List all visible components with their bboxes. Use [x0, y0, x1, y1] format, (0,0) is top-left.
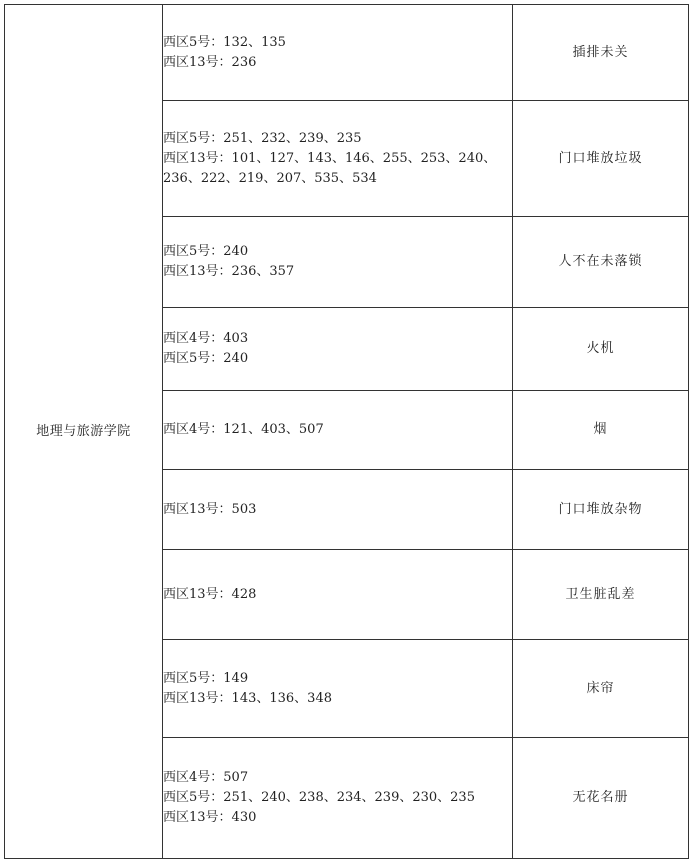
issue-cell: 卫生脏乱差: [513, 550, 689, 640]
room-line: 西区13号：236、357: [163, 264, 295, 279]
room-line: 西区13号：428: [163, 586, 257, 602]
room-line: 西区13号：503: [163, 501, 257, 517]
room-line: 西区5号：240: [163, 351, 249, 366]
rooms-cell: [163, 217, 513, 308]
room-line: 西区4号：121、403、507: [163, 422, 324, 437]
rooms-cell: [163, 101, 513, 217]
room-line: 西区5号：240: [163, 244, 249, 259]
rooms-cell: [163, 308, 513, 391]
room-line: 西区4号：507: [163, 770, 249, 785]
issue-cell: 烟: [513, 391, 689, 470]
rooms-cell: [163, 550, 513, 640]
rooms-cell: [163, 738, 513, 859]
room-line: 西区5号：132、135: [163, 34, 286, 50]
issue-cell: 人不在未落锁: [513, 217, 689, 308]
issue-cell: 无花名册: [513, 738, 689, 859]
room-line: 西区13号：143、136、348: [163, 690, 332, 706]
rooms-cell: [163, 470, 513, 550]
issue-cell: 火机: [513, 308, 689, 391]
rooms-cell: [163, 640, 513, 738]
room-line: 西区5号：149: [163, 670, 249, 686]
table-row: [5, 5, 689, 101]
inspection-table: [4, 4, 689, 859]
room-line: 西区5号：251、232、239、235: [163, 130, 362, 146]
issue-cell: 床帘: [513, 640, 689, 738]
issue-cell: 门口堆放垃圾: [513, 101, 689, 217]
room-line: 西区13号：236: [163, 54, 257, 70]
rooms-cell: [163, 5, 513, 101]
room-line: 西区13号：430: [163, 810, 257, 825]
rooms-cell: [163, 391, 513, 470]
room-line: 西区4号：403: [163, 331, 249, 346]
room-line: 西区13号：101、127、143、146、255、253、240、236、222、219、207、535、534: [163, 150, 497, 186]
room-line: 西区5号：251、240、238、234、239、230、235: [163, 790, 475, 805]
college-name: 地理与旅游学院: [36, 423, 131, 439]
college-cell: [5, 5, 163, 859]
issue-cell: 插排未关: [513, 5, 689, 101]
issue-cell: 门口堆放杂物: [513, 470, 689, 550]
